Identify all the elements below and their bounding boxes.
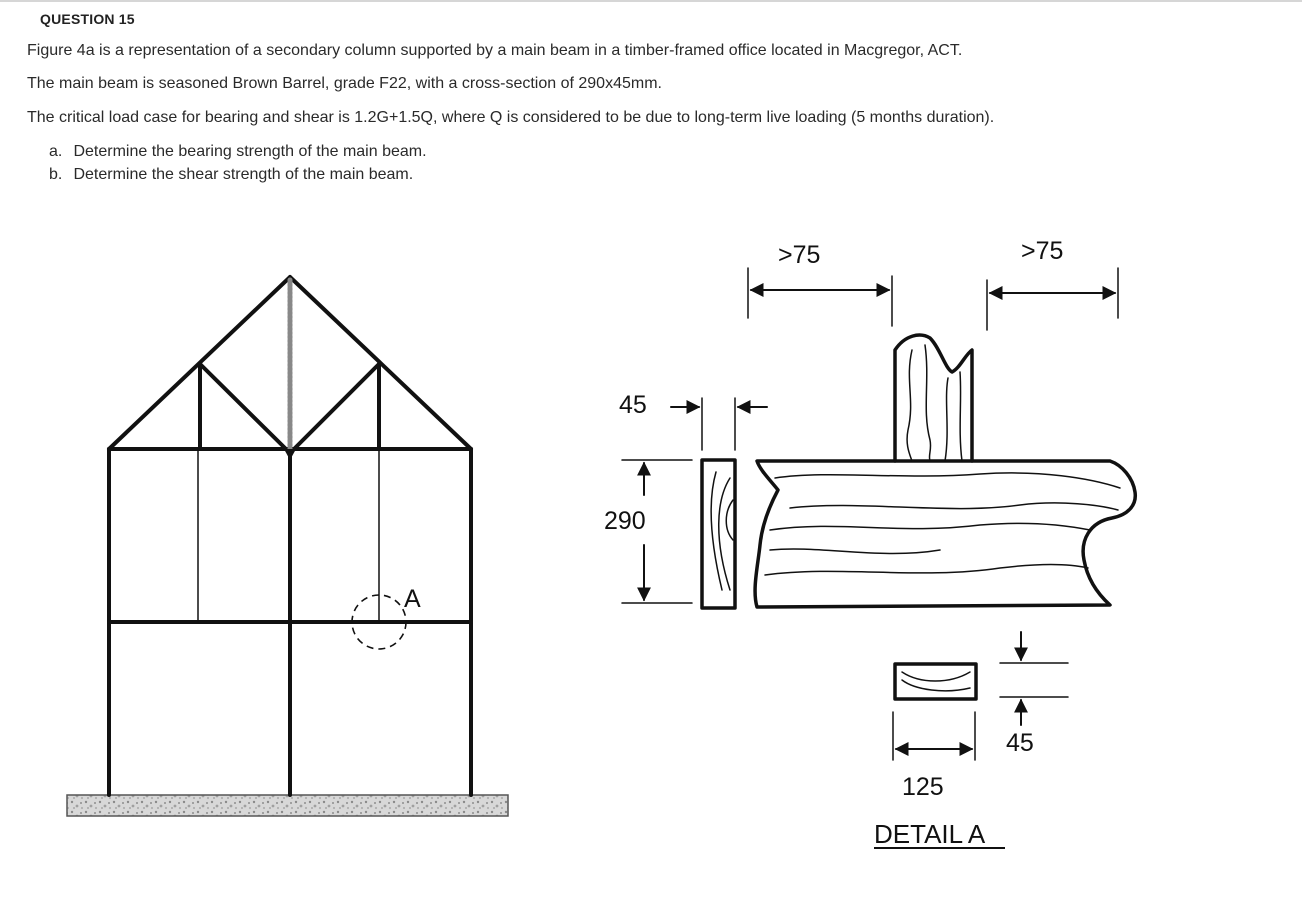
task-b-text: Determine the shear strength of the main beam.: [73, 166, 414, 183]
truss-web-left: [200, 364, 290, 453]
question-paragraph-2: The main beam is seasoned Brown Barrel, grade F22, with a cross-section of 290x45mm.: [27, 75, 662, 92]
ground-slab: [67, 795, 508, 816]
question-paragraph-3: The critical load case for bearing and shear is 1.2G+1.5Q, where Q is considered to be due to long-term live loading (5 months duration).: [27, 109, 995, 126]
dim-label-column-45: 45: [1006, 729, 1034, 757]
detail-a-title: DETAIL A: [874, 819, 986, 849]
dim-label-column-125: 125: [902, 773, 944, 801]
detail-a-callout: [352, 585, 421, 649]
callout-label: A: [404, 585, 421, 613]
dim-label-left-75: >75: [778, 241, 821, 269]
truss-web-right: [290, 364, 379, 453]
dim-label-right-75: >75: [1021, 237, 1064, 265]
task-b-marker: b.: [49, 166, 63, 183]
dim-label-beam-45: 45: [619, 391, 647, 419]
task-a-marker: a.: [49, 143, 63, 160]
question-title: QUESTION 15: [40, 11, 135, 27]
detail-a-drawing: [622, 268, 1135, 760]
question-paragraph-1: Figure 4a is a representation of a secondary column supported by a main beam in a timber-framed office located in Macgregor, ACT.: [27, 42, 963, 59]
king-post-tip: [284, 449, 296, 460]
beam-elevation: [755, 461, 1135, 607]
task-a-text: Determine the bearing strength of the main beam.: [73, 143, 427, 160]
timber-frame: [67, 277, 508, 816]
dim-label-beam-290: 290: [604, 507, 646, 535]
